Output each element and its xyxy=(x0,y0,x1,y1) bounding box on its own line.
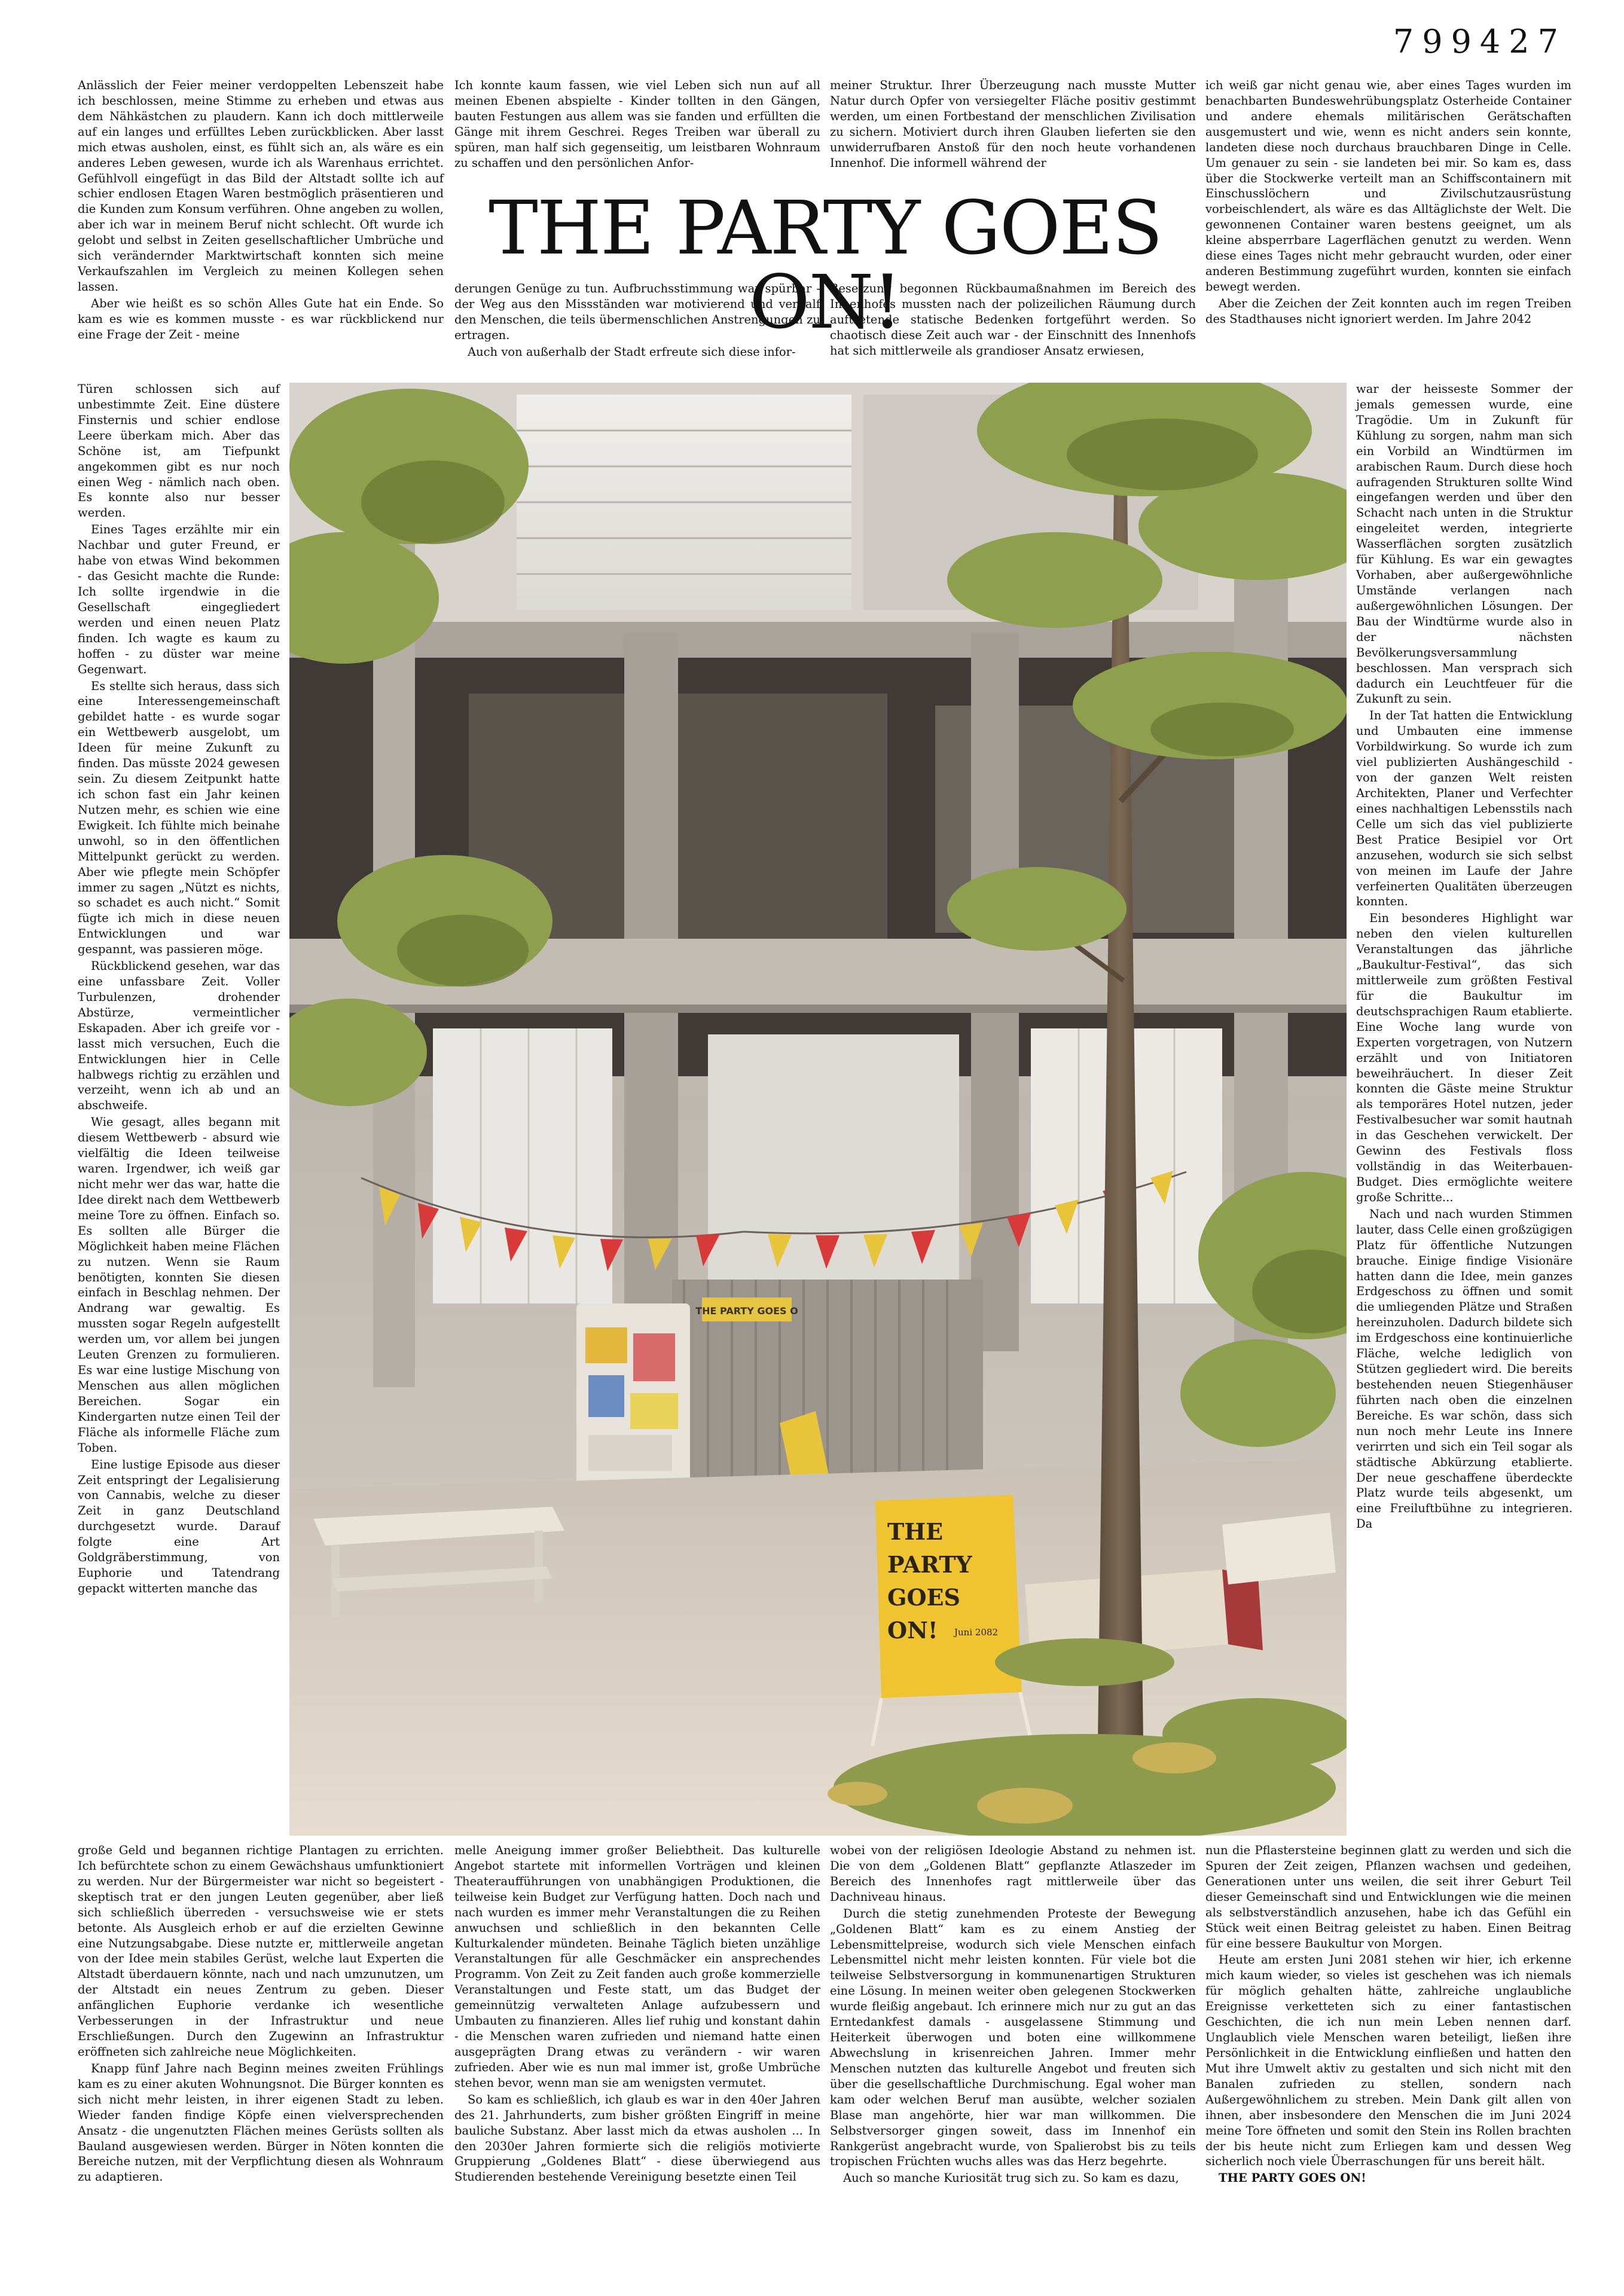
closing-line: THE PARTY GOES ON! xyxy=(1219,2171,1366,2185)
poster-text: THE PARTY GOES O xyxy=(695,1305,798,1317)
paragraph: Aber die Zeichen der Zeit konnten auch im regen Treiben des Stadthauses nicht ignoriert werden. Im Jahre 2042 xyxy=(1205,296,1571,326)
column-2-top-lower xyxy=(454,281,820,380)
paragraph: wobei von der religiösen Ideologie Abstand zu nehmen ist. Die von dem „Goldenen Blatt“ gepflanzte Atlaszeder im Bereich des Innenhofes ragt mittlerweile über das Dachniveau hinaus. xyxy=(830,1843,1196,1904)
column-2-top xyxy=(454,78,820,197)
paragraph: meiner Struktur. Ihrer Überzeugung nach musste Mutter Natur durch Opfer von versiegelter Fläche positiv gestimmt werden, um einen Fortbestand der menschlichen Zivilisation zu sichern. Motiviert durch ihren Glauben lieferten sie den unwiderrufbaren Anstoß für den noch heute vorhandenen Innenhof. Die informell während der xyxy=(830,78,1196,170)
column-1-bottom xyxy=(78,1843,444,2249)
courtyard-model-photo xyxy=(289,383,1347,1836)
paragraph: Ein besonderes Highlight war neben den vielen kulturellen Veranstaltungen das jährliche „Baukultur-Festival“, das sich mittlerweile zum größten Festival für die Baukultur im deutschsprachigen Raum etablierte. Eine Woche lang wurde von Experten vorgetragen, von Nutzern erzählt und von Initiatoren beweihräuchert. In dieser Zeit konnten die Gäste meine Struktur als temporäres Hotel nutzen, jeder Festivalbesucher war somit hautnah in das Geschehen verwickelt. Der Gewinn des Festivals floss vollständig in das Weiterbauen-Budget. Dies ermöglichte weitere große Schritte... xyxy=(1356,911,1573,1204)
column-3-top-lower xyxy=(830,281,1196,380)
sign-line-2: PARTY xyxy=(887,1551,972,1578)
paragraph: Nach und nach wurden Stimmen lauter, dass Celle einen großzügigen Platz für öffentliche Nutzungen brauche. Einige findige Visionäre hatten dann die Idee, mein ganzes Erdgeschoss zu öffnen und somit die umliegenden Plätze und Straßen hereinzuholen. Dadurch bildete sich im Erdgeschoss eine kontinuierliche Fläche, welche lediglich von Stützen gegliedert wird. Die bereits bestehenden neuen Stiegenhäuser führten nach oben die einzelnen Bereiche. Es war schön, dass sich nun noch mehr Leute ins Innere verirrten und sich ein Teil sogar als städtische Abkürzung etablierte. Der neue geschaffene überdeckte Platz wurde teils abgesenkt, um eine Freiluftbühne zu integrieren. Da xyxy=(1356,1207,1573,1531)
page-number: 799427 xyxy=(1393,23,1567,60)
paragraph: So kam es schließlich, ich glaub es war in den 40er Jahren des 21. Jahrhunderts, zum bisher größten Eingriff in meine bauliche Substanz. Aber lasst mich da etwas ausholen ... In den 2030er Jahren formierte sich die religiös motivierte Gruppierung „Goldenes Blatt“ - diese überwiegend aus Studierenden bestehende Vereinigung besetzte einen Teil xyxy=(454,2092,820,2184)
column-4-top xyxy=(1205,78,1571,377)
column-4-narrow xyxy=(1356,381,1573,1834)
paragraph: ich weiß gar nicht genau wie, aber eines Tages wurden im benachbarten Bundeswehrübungsplatz Osterheide Container und andere ehemals militärischen Gerätschaften ausgemustert und wie, wenn es nicht anders sein konnte, landeten diese noch durchaus brauchbaren Dinge in Celle. Um genauer zu sein - sie landeten bei mir. So kam es, dass über die Stockwerke verteilt man an Schiffscontainern mit Einschusslöchern und Zivilschutzausrüstung vorbeischlendert, als wäre es das Alltäglichste der Welt. Die gewonnenen Container waren bestens geeignet, um als kleine absperrbare Lagerflächen genutzt zu werden. Wenn diese eines Tages nicht mehr gebraucht wurden, oder einer anderen Bestimmung zugeführt wurden, konnten sie einfach bewegt werden. xyxy=(1205,78,1571,294)
sign-line-3: GOES xyxy=(887,1584,960,1611)
paragraph: Eines Tages erzählte mir ein Nachbar und guter Freund, er habe von etwas Wind bekommen - das Gesicht machte die Runde: Ich sollte irgendwie in die Gesellschaft eingegliedert werden und einen neuen Platz finden. Ich wagte es kaum zu hoffen - zu düster war meine Gegenwart. xyxy=(78,523,280,676)
paragraph: Wie gesagt, alles begann mit diesem Wettbewerb - absurd wie vielfältig die Ideen teilweise waren. Irgendwer, ich weiß gar nicht mehr wer das war, hatte die Idee direkt nach dem Wettbewerb meine Tore zu öffnen. Einfach so. Es sollten alle Bürger die Möglichkeit haben meine Flächen zu nutzen. Wenn sie Raum benötigten, konnten Sie diesen einfach in Beschlag nehmen. Der Andrang war gewaltig. Es mussten sogar Regeln aufgestellt werden um, vor allem bei jungen Leuten Grenzen zu formulieren. Es war eine lustige Mischung von Menschen aus allen möglichen Bereichen. Sogar ein Kindergarten nutze einen Teil der Fläche als informelle Fläche zum Toben. xyxy=(78,1115,280,1455)
paragraph: Auch von außerhalb der Stadt erfreute sich diese infor- xyxy=(468,344,796,359)
paragraph: derungen Genüge zu tun. Aufbruchsstimmung war spürbar - der Weg aus den Missständen war motivierend und verhalf den Menschen, die teils übermenschlichen Anstrengungen zu ertragen. xyxy=(454,282,820,342)
sign-line-4: ON! xyxy=(887,1617,938,1644)
paragraph: Eine lustige Episode aus dieser Zeit entspringt der Legalisierung von Cannabis, welche zu dieser Zeit in ganz Deutschland durchgesetzt wurde. Darauf folgte eine Art Goldgräberstimmung, von Euphorie und Tatendrang gepackt witterten manche das xyxy=(78,1457,280,1595)
paragraph: Besetzung begonnen Rückbaumaßnahmen im Bereich des Innenhofes mussten nach der polizeilichen Räumung durch auftretende statische Bedenken fortgeführt werden. So chaotisch diese Zeit auch war - der Einschnitt des Innenhofs hat sich mittlerweile als grandioser Ansatz erwiesen, xyxy=(830,282,1196,358)
column-2-bottom xyxy=(454,1843,820,2249)
paragraph: Anlässlich der Feier meiner verdoppelten Lebenszeit habe ich beschlossen, meine Stimme zu erheben und etwas aus dem Nähkästchen zu plaudern. Kann ich doch mittlerweile auf ein langes und erfülltes Leben zurückblicken. Aber lasst mich etwas ausholen, einst, es fühlt sich an, als wäre es ein anderes Leben gewesen, wurde ich als Warenhaus errichtet. Gefühlvoll eingefügt in das Bild der Altstadt sollte ich auf schier endlosen Etagen Waren bestmöglich präsentieren und die Kunden zum Konsum verführen. Ohne angeben zu wollen, aber ich war in meinem Beruf nicht schlecht. Oft wurde ich gelobt und selbst in Zeiten gesellschaftlicher Umbrüche und sich verändernder Marktwirtschaft konnten sich meine Verkaufszahlen im Vergleich zu meinen Kollegen sehen lassen. xyxy=(78,78,444,294)
paragraph: Aber wie heißt es so schön Alles Gute hat ein Ende. So kam es wie es kommen musste - es war rückblickend nur eine Frage der Zeit - meine xyxy=(78,296,444,341)
paragraph: Türen schlossen sich auf unbestimmte Zeit. Eine düstere Finsternis und schier endlose Leere überkam mich. Aber das Schöne ist, am Tiefpunkt angekommen gibt es nur noch einen Weg - nämlich nach oben. Es konnte also nur besser werden. xyxy=(78,382,280,520)
paragraph: Rückblickend gesehen, war das eine unfassbare Zeit. Voller Turbulenzen, drohender Abstürze, vermeintlicher Eskapaden. Aber ich greife vor - lasst mich versuchen, Euch die Entwicklungen hier in Celle halbwegs richtig zu erzählen und verzeiht, wenn ich ab und an abschweife. xyxy=(78,959,280,1113)
column-3-bottom xyxy=(830,1843,1196,2249)
column-1-narrow xyxy=(78,381,280,1834)
paragraph: Heute am ersten Juni 2081 stehen wir hier, ich erkenne mich kaum wieder, so vieles ist geschehen was ich niemals für möglich gehalten hätte, zahlreiche unglaubliche Ereignisse verketteten sich zu einer fantastischen Geschichten, die ich nun mein Leben nennen darf. Unglaublich viele Menschen waren beteiligt, ließen ihre Persönlichkeit in die Entwicklung einfließen und hatten den Mut ihre Umwelt aktiv zu gestalten und sich nicht mit den Banalen zufrieden zu stellen, sondern nach Außergewöhnlichem zu streben. Mein Dank gilt allen von ihnen, aber insbesondere den Menschen die im Juni 2024 meine Tore öffneten und somit den Stein ins Rollen brachten der bis heute nicht zum Erliegen kam und dessen Weg sicherlich noch viele Überraschungen für uns bereit hält. xyxy=(1205,1953,1571,2169)
sign-date: Juni 2082 xyxy=(954,1627,999,1638)
paragraph: Auch so manche Kuriosität trug sich zu. So kam es dazu, xyxy=(843,2171,1179,2185)
photo-illustration xyxy=(289,383,1347,1836)
column-4-bottom xyxy=(1205,1843,1571,2261)
paragraph: Ich konnte kaum fassen, wie viel Leben sich nun auf all meinen Ebenen abspielte - Kinder tollten in den Gängen, bauten Festungen aus allem was sie fanden und erfüllten die Gänge mit ihrem Geschrei. Reges Treiben war überall zu spüren, man half sich gegenseitig, um leistbaren Wohnraum zu schaffen und den persönlichen Anfor- xyxy=(454,78,820,170)
headline: THE PARTY GOES ON! xyxy=(489,185,1162,346)
sign-line-1: THE xyxy=(887,1518,944,1545)
column-1-top xyxy=(78,78,444,377)
paragraph: In der Tat hatten die Entwicklung und Umbauten eine immense Vorbildwirkung. So wurde ich zum viel publizierten Aushängeschild - von der ganzen Welt reisten Architekten, Planer und Verfechter eines nachhaltigen Lebensstils nach Celle um sich das viel publizierte Best Pratice Besipiel vor Ort anzusehen, wodurch sie sich selbst von meinen im Laufe der Jahre verfeinerten Qualitäten überzeugen konnten. xyxy=(1356,709,1573,909)
paragraph: melle Aneigung immer großer Beliebtheit. Das kulturelle Angebot startete mit informellen Vorträgen und kleinen Theateraufführungen von unabhängigen Produktionen, die teilweise kein Budget zur Verfügung hatten. Doch nach und nach wurden es immer mehr Veranstaltungen die zu Reihen anwuchsen und schließlich in den bekannten Celle Kulturkalender mündeten. Beinahe Täglich bieten unzählige Veranstaltungen für alle Geschmäcker ein ansprechendes Programm. Von Zeit zu Zeit fanden auch große kommerzielle Veranstaltungen und Feste statt, um das Budget der gemeinnützig verwalteten Anlage aufzubessern und Umbauten zu finanzieren. Alles lief ruhig und konstant dahin - die Menschen waren zufrieden und niemand hatte einen ausgeprägten Drang etwas zu verändern - wir waren zufrieden. Aber wie es nun mal immer ist, große Umbrüche stehen bevor, wenn man sie am wenigsten vermutet. xyxy=(454,1843,820,2090)
paragraph: Knapp fünf Jahre nach Beginn meines zweiten Frühlings kam es zu einer akuten Wohnungsnot. Die Bürger konnten es sich nicht mehr leisten, in ihrer eigenen Stadt zu leben. Wieder fanden findige Köpfe einen vielversprechenden Ansatz - die ungenutzten Flächen meines Gerüsts sollten als Bauland ausgewiesen werden. Bürger in Nöten konnten die Bereiche nutzen, mit der Verpflichtung diesen als Wohnraum zu adaptieren. xyxy=(78,2061,444,2184)
paragraph: nun die Pflastersteine beginnen glatt zu werden und sich die Spuren der Zeit zeigen, Pflanzen wachsen und gedeihen, Generationen unter uns weilen, die seit ihrer Geburt Teil dieser Gemeinschaft sind und Entwicklungen wie die meinen als selbstverständlich anzusehen, habe ich das Gefühl ein Stück weit einen Beitrag geleistet zu haben. Einen Beitrag für eine bessere Baukultur von Morgen. xyxy=(1205,1843,1571,1950)
paragraph: Durch die stetig zunehmenden Proteste der Bewegung „Goldenen Blatt“ kam es zu einem Anstieg der Lebensmittelpreise, wodurch sich viele Menschen einfach Lebensmittel nicht mehr leisten konnten. Für viele bot die teilweise Selbstversorgung in kommunenartigen Strukturen eine Lösung. In meinen weiter oben gelegenen Stockwerken wurde fleißig angebaut. Ich erinnere mich nur zu gut an das Erntedankfest damals - ausgelassene Stimmung und Heiterkeit überwogen und boten eine willkommene Abwechslung in krisenreichen Jahren. Immer mehr Menschen nutzten das kulturelle Angebot und freuten sich über die gesellschaftliche Durchmischung. Egal woher man kam oder welchen Beruf man ausübte, welcher sozialen Blase man angehörte, hier war man willkommen. Die Selbstversorger gingen soweit, dass im Innenhof ein Rankgerüst angebracht wurde, von Spalierobst bis zu teils tropischen Früchten wuchs alles was das Herz begehrte. xyxy=(830,1906,1196,2169)
column-3-top xyxy=(830,78,1196,197)
paragraph: Es stellte sich heraus, dass sich eine Interessengemeinschaft gebildet hatte - es wurde sogar ein Wettbewerb ausgelobt, um Ideen für meine Zukunft zu finden. Das müsste 2024 gewesen sein. Zu diesem Zeitpunkt hatte ich schon fast ein Jahr keinen Nutzen mehr, es schien wie eine Ewigkeit. Ich fühlte mich beinahe unwohl, so in den öffentlichen Mittelpunkt gerückt zu werden. Aber wie pflegte mein Schöpfer immer zu sagen „Nützt es nichts, so schadet es auch nicht.“ Somit fügte ich mich in diese neuen Entwicklungen und war gespannt, was passieren möge. xyxy=(78,679,280,957)
paragraph: große Geld und begannen richtige Plantagen zu errichten. Ich befürchtete schon zu einem Gewächshaus umfunktioniert zu werden. Nur der Bürgermeister war nicht so begeistert - skeptisch trat er den jungen Leuten gegenüber, aber ließ sich schließlich überreden - versuchsweise wie er stets betonte. Als Ausgleich erhob er auf die erzielten Gewinne eine Nutzungsabgabe. Diese nutzte er, mittlerweile angetan von der Idee mein stabiles Gerüst, welche laut Experten die Altstadt überdauern könnte, nach und nach umzunutzen, um der Altstadt ein neues Zentrum zu geben. Dieser anfänglichen Euphorie verdanke ich wesentliche Verbesserungen in der Infrastruktur und neue Erschließungen. Durch den Zugewinn an Infrastruktur eröffneten sich zahlreiche neue Möglichkeiten. xyxy=(78,1843,444,2059)
paragraph: war der heisseste Sommer der jemals gemessen wurde, eine Tragödie. Um in Zukunft für Kühlung zu sorgen, nahm man sich ein Vorbild an Windtürmen im arabischen Raum. Durch diese hoch aufragenden Strukturen sollte Wind eingefangen werden und über den Schacht nach unten in die Struktur eingeleitet werden, integrierte Wasserflächen sorgten zusätzlich für Kühlung. Es war ein gewagtes Vorhaben, aber außergewöhnliche Umstände verlangen nach außergewöhnlichen Lösungen. Der Bau der Windtürme wurde also in der nächsten Bevölkerungsversammlung beschlossen. Man versprach sich dadurch ein Leuchtfeuer für die Zukunft zu sein. xyxy=(1356,382,1573,706)
